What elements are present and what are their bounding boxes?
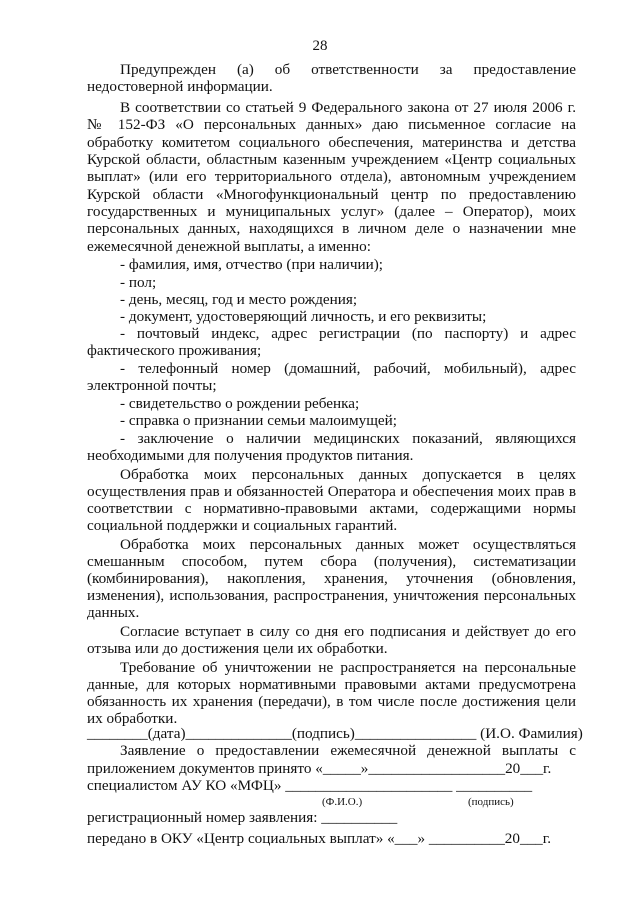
- text-line: осуществления прав и обязанностей Оператора и обеспечения моих прав в: [87, 483, 576, 500]
- text-line: фактического проживания;: [87, 342, 262, 359]
- list-item: - почтовый индекс, адрес регистрации (по паспорту) и адрес: [120, 325, 576, 342]
- text-line: выплат» (или его территориального отдела), автономным учреждением: [87, 168, 576, 185]
- text-line: Заявление о предоставлении ежемесячной денежной выплаты с: [120, 742, 576, 759]
- text-line: данных.: [87, 604, 140, 621]
- text-line: соответствии с нормативно-правовыми актами, содержащими нормы: [87, 500, 576, 517]
- page-number: 28: [312, 38, 328, 54]
- text-line: электронной почты;: [87, 377, 217, 394]
- list-item: - пол;: [120, 274, 157, 291]
- text-line: государственных и муниципальных услуг» (далее – Оператор), моих: [87, 203, 576, 220]
- text-line: (комбинирования), накопления, хранения, уточнения (обновления,: [87, 570, 576, 587]
- text-line: регистрационный номер заявления: __________: [87, 809, 398, 826]
- text-line: недостоверной информации.: [87, 78, 273, 95]
- text-line: приложением документов принято «_____»__________________20___г.: [87, 760, 552, 777]
- text-line: необходимыми для получения продуктов питания.: [87, 447, 414, 464]
- text-line: Предупрежден (а) об ответственности за предоставление: [120, 61, 576, 78]
- text-line: Курской области, областным казенным учреждением «Центр социальных: [87, 151, 576, 168]
- text-line: смешанным способом, путем сбора (получения), систематизации: [87, 553, 576, 570]
- signature-line: ________(дата)______________(подпись)________________ (И.О. Фамилия): [87, 725, 583, 742]
- text-line: № 152-ФЗ «О персональных данных» даю письменное согласие на: [87, 116, 576, 133]
- text-line: Обработка моих персональных данных допускается в целях: [120, 466, 576, 483]
- list-item: - свидетельство о рождении ребенка;: [120, 395, 360, 412]
- list-item: - справка о признании семьи малоимущей;: [120, 412, 398, 429]
- text-line: передано в ОКУ «Центр социальных выплат» «___» __________20___г.: [87, 830, 552, 847]
- list-item: - заключение о наличии медицинских показаний, являющихся: [120, 430, 576, 447]
- text-line: социальной поддержки и социальных гарантий.: [87, 517, 398, 534]
- text-line: ежемесячной денежной выплаты, а именно:: [87, 238, 371, 255]
- text-line: Согласие вступает в силу со дня его подписания и действует до его: [120, 623, 576, 640]
- text-line: Курской области «Многофункциональный центр по предоставлению: [87, 186, 576, 203]
- text-line: В соответствии со статьей 9 Федерального закона от 27 июля 2006 г.: [120, 99, 576, 116]
- text-line: обязанность их хранения (передачи), в том числе после достижения цели: [87, 693, 576, 710]
- text-line: изменения), использования, распространения, уничтожения персональных: [87, 587, 576, 604]
- text-line: отзыва или до достижения цели их обработки.: [87, 640, 388, 657]
- list-item: - телефонный номер (домашний, рабочий, мобильный), адрес: [120, 360, 576, 377]
- text-line: Обработка моих персональных данных может осуществляться: [120, 536, 576, 553]
- text-line: специалистом АУ КО «МФЦ» ______________________ __________: [87, 777, 533, 794]
- text-line: персональных данных, находящихся в личном деле о назначении мне: [87, 220, 576, 237]
- list-item: - фамилия, имя, отчество (при наличии);: [120, 256, 383, 273]
- list-item: - документ, удостоверяющий личность, и его реквизиты;: [120, 308, 487, 325]
- text-line: Требование об уничтожении не распространяется на персональные: [120, 659, 576, 676]
- text-line: обработку комитетом социального обеспечения, материнства и детства: [87, 134, 576, 151]
- list-item: - день, месяц, год и место рождения;: [120, 291, 358, 308]
- fio-caption: (Ф.И.О.): [322, 796, 363, 808]
- text-line: данные, для которых нормативными правовыми актами предусмотрена: [87, 676, 576, 693]
- text-line: их обработки.: [87, 710, 178, 727]
- signature-caption: (подпись): [468, 796, 514, 808]
